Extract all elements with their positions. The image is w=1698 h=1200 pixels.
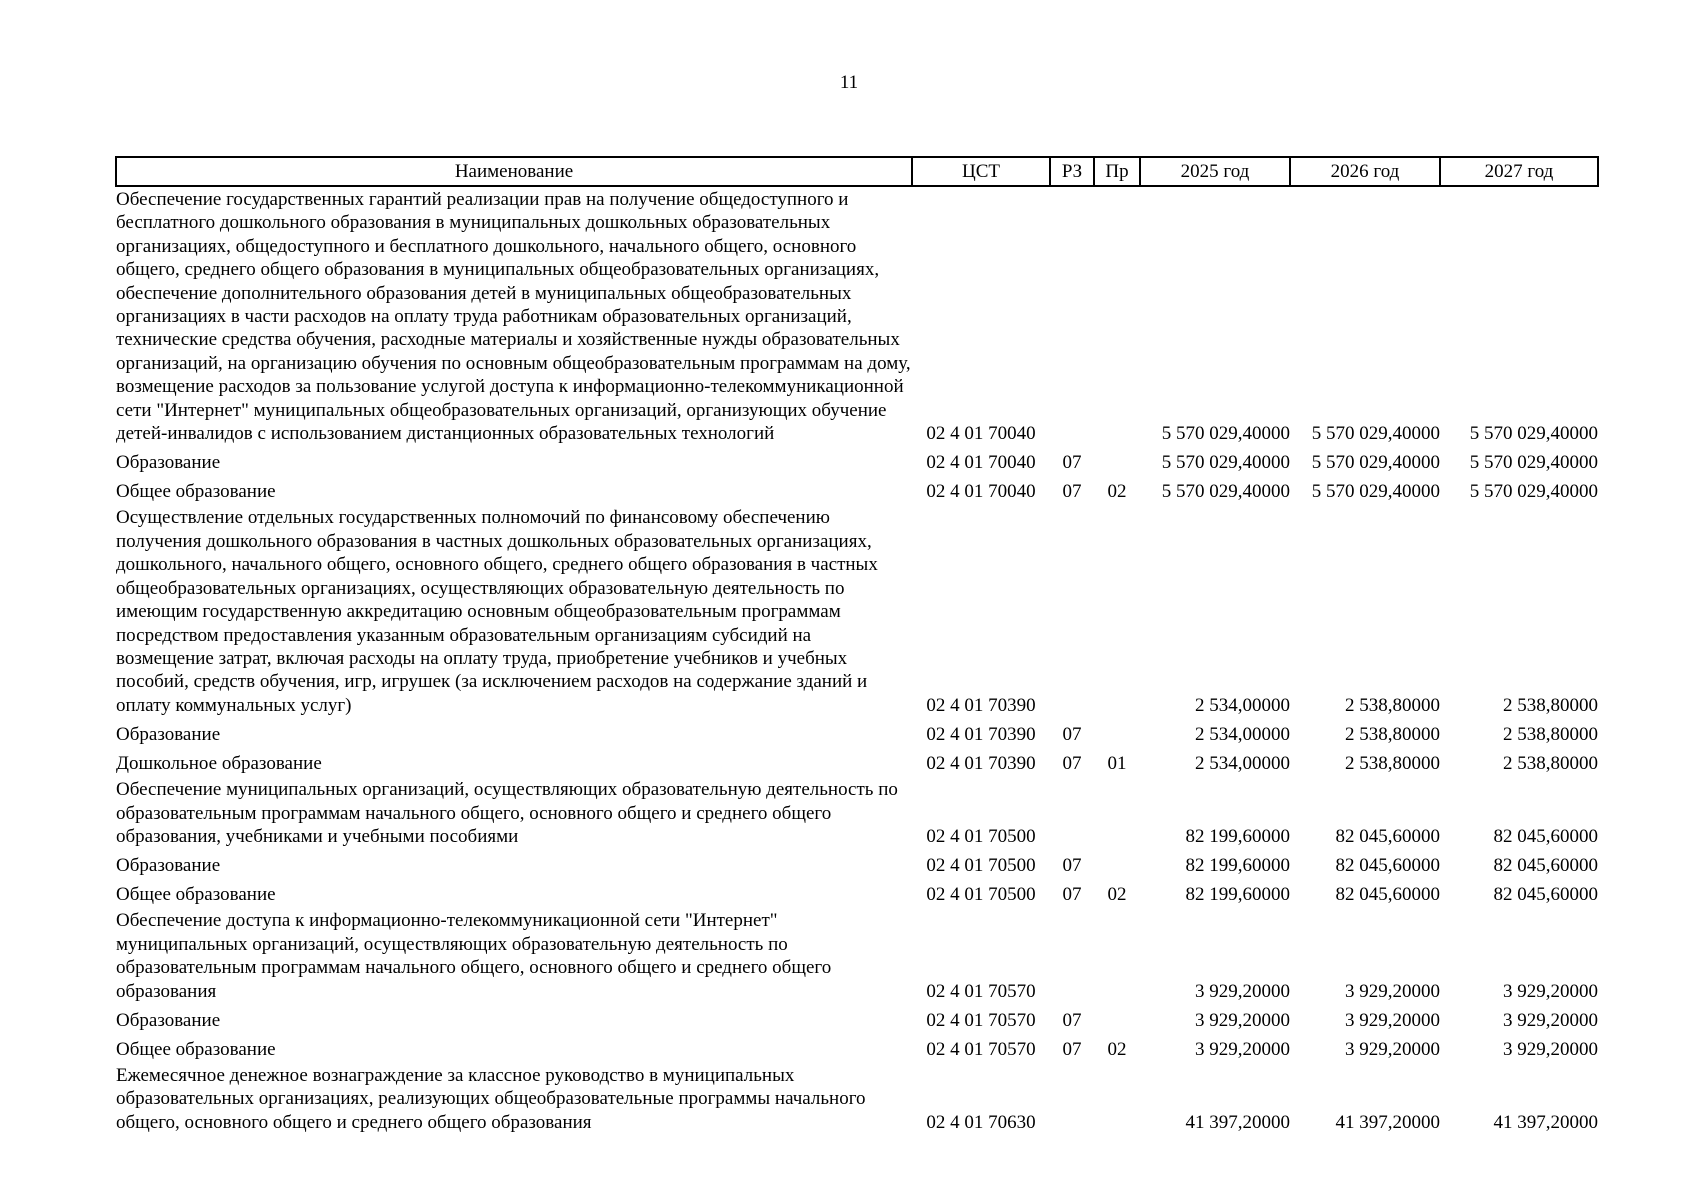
row-2027: 82 045,60000 <box>1493 883 1598 905</box>
row-cst: 02 4 01 70500 <box>926 825 1036 847</box>
row-cst: 02 4 01 70390 <box>926 723 1036 745</box>
row-cst: 02 4 01 70390 <box>926 694 1036 716</box>
row-2027: 3 929,20000 <box>1503 980 1598 1002</box>
row-cst: 02 4 01 70500 <box>926 854 1036 876</box>
row-cst: 02 4 01 70040 <box>926 481 1036 503</box>
row-pr <box>1094 719 1140 748</box>
row-cst: 02 4 01 70040 <box>926 423 1036 445</box>
row-name: Образование <box>116 452 221 474</box>
row-2027: 2 538,80000 <box>1503 694 1598 716</box>
row-2025: 82 199,60000 <box>1185 883 1290 905</box>
row-2025: 5 570 029,40000 <box>1161 423 1290 445</box>
row-pr <box>1094 1063 1140 1136</box>
row-2025: 3 929,20000 <box>1195 1009 1290 1031</box>
row-name: Общее образование <box>116 883 276 905</box>
row-2027: 2 538,80000 <box>1503 752 1598 774</box>
header-2025: 2025 год <box>1140 157 1290 186</box>
table-row <box>116 1063 1598 1136</box>
row-pr: 02 <box>1107 481 1127 503</box>
row-2027: 5 570 029,40000 <box>1469 423 1598 445</box>
row-cst: 02 4 01 70390 <box>926 752 1036 774</box>
table-row <box>116 777 1598 850</box>
row-2025: 2 534,00000 <box>1195 694 1290 716</box>
row-rz: 07 <box>1062 1009 1082 1031</box>
row-name: Обеспечение муниципальных организаций, осуществляющих образовательную деятельность по образовательным программам начального общего, основного общего и среднего общего образования, учебниками и учебными пособиями <box>116 779 898 847</box>
row-pr <box>1094 777 1140 850</box>
row-cst: 02 4 01 70570 <box>926 1009 1036 1031</box>
row-cst: 02 4 01 70570 <box>926 1038 1036 1060</box>
row-rz <box>1050 908 1094 1005</box>
row-cst: 02 4 01 70570 <box>926 980 1036 1002</box>
row-name: Общее образование <box>116 1038 276 1060</box>
row-rz: 07 <box>1062 723 1082 745</box>
table-row <box>116 850 1598 879</box>
row-2026: 5 570 029,40000 <box>1311 423 1440 445</box>
row-2027: 3 929,20000 <box>1503 1038 1598 1060</box>
row-pr: 02 <box>1107 883 1127 905</box>
row-2026: 82 045,60000 <box>1335 883 1440 905</box>
header-cst: ЦСТ <box>912 157 1050 186</box>
header-name: Наименование <box>116 157 912 186</box>
row-name: Дошкольное образование <box>116 752 322 774</box>
row-name: Образование <box>116 854 221 876</box>
table-row <box>116 1034 1598 1063</box>
row-pr <box>1094 505 1140 719</box>
row-2026: 2 538,80000 <box>1345 723 1440 745</box>
row-rz: 07 <box>1062 883 1082 905</box>
row-cst: 02 4 01 70630 <box>926 1111 1036 1133</box>
table-row <box>116 719 1598 748</box>
row-name: Ежемесячное денежное вознаграждение за классное руководство в муниципальных образовательных организациях, реализующих общеобразовательные программы начального общего, основного общего и среднего общего образования <box>116 1064 866 1133</box>
header-pr: Пр <box>1094 157 1140 186</box>
row-rz <box>1050 505 1094 719</box>
header-2027: 2027 год <box>1440 157 1598 186</box>
row-rz <box>1050 186 1094 447</box>
row-2026: 5 570 029,40000 <box>1311 481 1440 503</box>
row-name: Обеспечение доступа к информационно-телекоммуникационной сети "Интернет" муниципальных организаций, осуществляющих образовательную деятельность по образовательным программам начального общего, основного общего и среднего общего образования <box>116 910 832 1002</box>
row-2027: 2 538,80000 <box>1503 723 1598 745</box>
table-header-row <box>116 157 1598 186</box>
table-row <box>116 1005 1598 1034</box>
row-pr: 02 <box>1107 1038 1127 1060</box>
row-name: Общее образование <box>116 481 276 503</box>
row-2025: 82 199,60000 <box>1185 825 1290 847</box>
row-pr <box>1094 447 1140 476</box>
row-rz: 07 <box>1062 854 1082 876</box>
row-name: Обеспечение государственных гарантий реализации прав на получение общедоступного и бесплатного дошкольного образования в муниципальных дошкольных образовательных организациях, общедоступного и бесплатного дошкольного, начального общего, основного общего, среднего общего образования в муниципальных общеобразовательных организациях, обеспечение дополнительного образования детей в муниципальных общеобразовательных организациях в части расходов на оплату труда работникам образовательных организаций, технические средства обучения, расходные материалы и хозяйственные нужды образовательных организаций, на организацию обучения по основным общеобразовательным программам на дому, возмещение расходов за пользование услугой доступа к информационно-телекоммуникационной сети "Интернет" муниципальных общеобразовательных организаций, организующих обучение детей-инвалидов с использованием дистанционных образовательных технологий <box>116 189 911 445</box>
row-2025: 41 397,20000 <box>1185 1111 1290 1133</box>
row-2027: 3 929,20000 <box>1503 1009 1598 1031</box>
row-cst: 02 4 01 70500 <box>926 883 1036 905</box>
row-2027: 5 570 029,40000 <box>1469 452 1598 474</box>
row-2026: 82 045,60000 <box>1335 825 1440 847</box>
row-2025: 3 929,20000 <box>1195 1038 1290 1060</box>
row-2025: 5 570 029,40000 <box>1161 452 1290 474</box>
row-2025: 5 570 029,40000 <box>1161 481 1290 503</box>
row-cst: 02 4 01 70040 <box>926 452 1036 474</box>
row-rz: 07 <box>1062 752 1082 774</box>
row-2025: 3 929,20000 <box>1195 980 1290 1002</box>
table-row <box>116 505 1598 719</box>
header-2026: 2026 год <box>1290 157 1440 186</box>
row-pr <box>1094 186 1140 447</box>
row-2026: 2 538,80000 <box>1345 752 1440 774</box>
row-2026: 3 929,20000 <box>1345 1038 1440 1060</box>
row-2027: 5 570 029,40000 <box>1469 481 1598 503</box>
row-2026: 82 045,60000 <box>1335 854 1440 876</box>
row-name: Образование <box>116 723 221 745</box>
page-number: 11 <box>839 72 859 93</box>
row-2027: 41 397,20000 <box>1493 1111 1598 1133</box>
row-2025: 2 534,00000 <box>1195 723 1290 745</box>
table-row <box>116 476 1598 505</box>
row-2026: 3 929,20000 <box>1345 1009 1440 1031</box>
row-rz: 07 <box>1062 481 1082 503</box>
row-pr: 01 <box>1107 752 1127 774</box>
table-row <box>116 186 1598 447</box>
row-2025: 82 199,60000 <box>1185 854 1290 876</box>
row-name: Образование <box>116 1009 221 1031</box>
row-rz <box>1050 777 1094 850</box>
row-2026: 3 929,20000 <box>1345 980 1440 1002</box>
row-rz: 07 <box>1062 1038 1082 1060</box>
row-pr <box>1094 908 1140 1005</box>
row-pr <box>1094 1005 1140 1034</box>
table-row <box>116 879 1598 908</box>
row-2027: 82 045,60000 <box>1493 854 1598 876</box>
row-2026: 2 538,80000 <box>1345 694 1440 716</box>
header-rz: РЗ <box>1050 157 1094 186</box>
row-2027: 82 045,60000 <box>1493 825 1598 847</box>
row-name: Осуществление отдельных государственных полномочий по финансовому обеспечению получения дошкольного образования в частных дошкольных образовательных организациях, дошкольного, начального общего, основного общего, среднего общего образования в частных общеобразовательных организациях, осуществляющих образовательную деятельность по имеющим государственную аккредитацию основным общеобразовательным программам посредством предоставления указанным образовательным организациям субсидий на возмещение затрат, включая расходы на оплату труда, приобретение учебников и учебных пособий, средств обучения, игр, игрушек (за исключением расходов на содержание зданий и оплату коммунальных услуг) <box>116 507 878 716</box>
row-rz: 07 <box>1062 452 1082 474</box>
row-2025: 2 534,00000 <box>1195 752 1290 774</box>
table-row <box>116 748 1598 777</box>
row-pr <box>1094 850 1140 879</box>
budget-table <box>115 156 1599 1136</box>
table-row <box>116 447 1598 476</box>
row-2026: 41 397,20000 <box>1335 1111 1440 1133</box>
row-rz <box>1050 1063 1094 1136</box>
table-row <box>116 908 1598 1005</box>
row-2026: 5 570 029,40000 <box>1311 452 1440 474</box>
